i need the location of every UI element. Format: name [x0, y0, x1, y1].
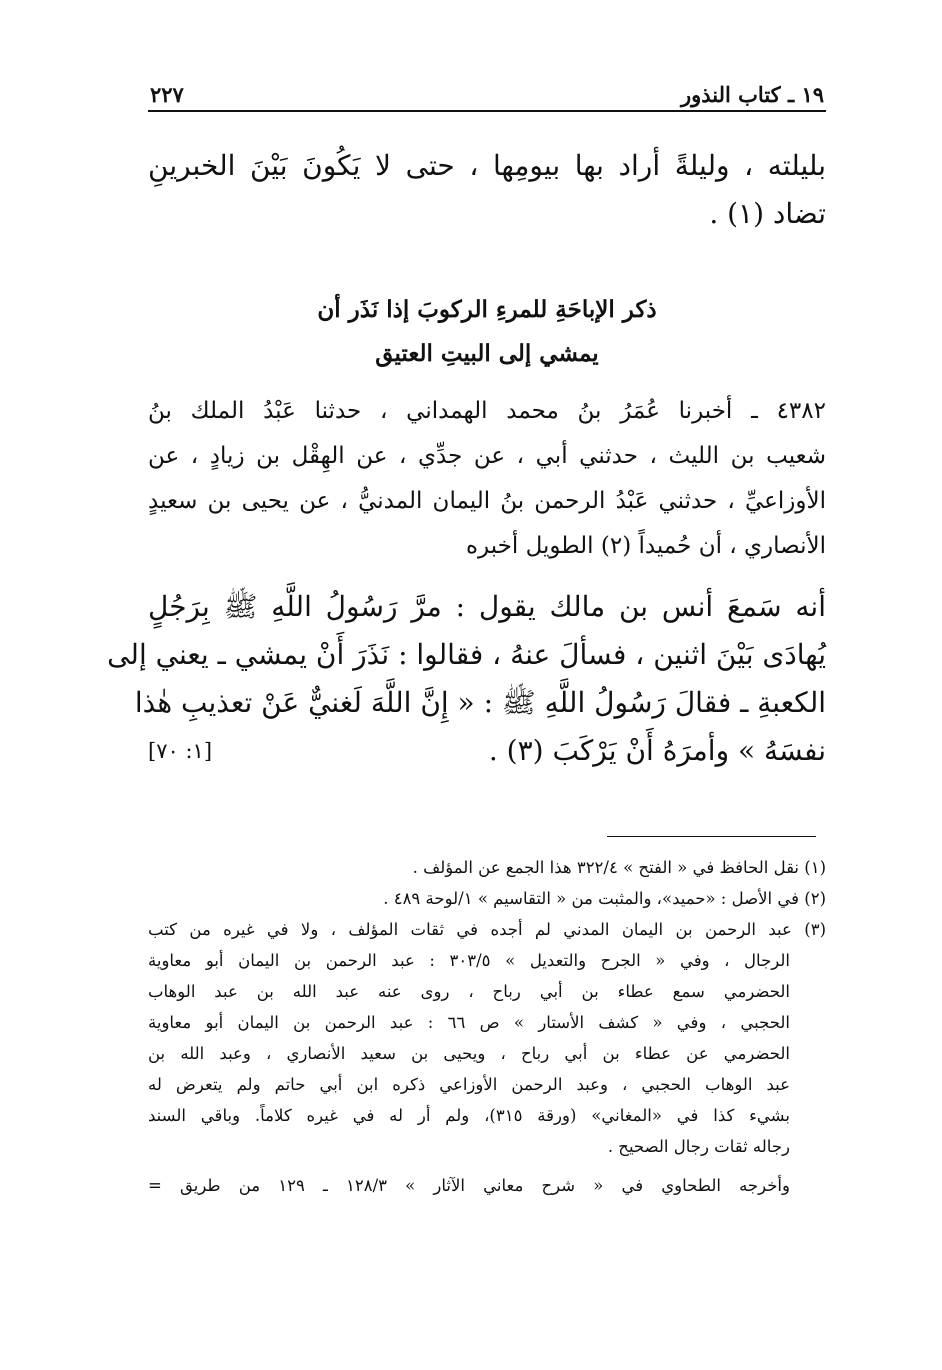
footnote-3-line: بشيء كذا في «المغاني» (ورقة ٣١٥)، ولم أر له في غيره كلاماً. وباقي السند: [148, 1106, 790, 1125]
footnote-3-line: (٣) عبد الرحمن بن اليمان المدني لم أجده في ثقات المؤلف ، ولا في غيره من كتب: [148, 920, 826, 939]
intro-line-1: بليلته ، وليلةً أراد بها بيومِها ، حتى لا يَكُونَ بَيْنَ الخبرينِ: [148, 149, 826, 182]
footnote-3-line: الرجال ، وفي « الجرح والتعديل » ٣٠٣/٥ : عبد الرحمن بن اليمان أبو معاوية: [148, 951, 790, 970]
running-header: [150, 82, 824, 112]
heading-line-1: ذكر الإباحَةِ للمرءِ الركوبَ إذا نَذَر أن: [317, 296, 657, 323]
footnote-1: (١) نقل الحافظ في « الفتح » ٣٢٢/٤ هذا الجمع عن المؤلف .: [412, 858, 826, 877]
isnad-line-1: ٤٣٨٢ ـ أخبرنا عُمَرُ بنُ محمد الهمداني ، حدثنا عَبْدُ الملك بنُ: [148, 398, 826, 424]
matn-paragraph: [107, 583, 826, 775]
section-heading: [148, 288, 826, 376]
footnote-separator: [607, 836, 816, 837]
matn-line-3: الكعبةِ ـ فقالَ رَسُولُ اللَّهِ ﷺ : « إِنَّ اللَّهَ لَغنيٌّ عَنْ تعذيبِ هٰذا: [134, 686, 826, 719]
footnote-3-line: الحضرمي عن عطاء بن أبي رباح ، ويحيى بن سعيد الأنصاري ، وعبد الله بن: [148, 1044, 790, 1063]
matn-line-4: نفسَهُ » وأمرَهُ أَنْ يَرْكَبَ (٣) .: [488, 734, 826, 767]
intro-paragraph: [148, 142, 826, 238]
heading-line-2: يمشي إلى البيتِ العتيق: [375, 340, 599, 367]
isnad-line-3: الأوزاعيِّ ، حدثني عَبْدُ الرحمن بنُ اليمان المدنيُّ ، عن يحيى بن سعيدٍ: [148, 488, 826, 514]
page-number: ٢٢٧: [150, 82, 184, 107]
footnote-3-line: رجاله ثقات رجال الصحيح .: [607, 1137, 790, 1156]
matn-line-2: يُهادَى بَيْنَ اثنين ، فسألَ عنهُ ، فقالوا : نَذَرَ أَنْ يمشي ـ يعني إلى: [107, 638, 826, 671]
header-rule: [148, 110, 826, 112]
footnote-3-line: الحضرمي سمع عطاء بن أبي رباح ، روى عنه عبد الله بن عبد الوهاب: [148, 982, 790, 1001]
intro-line-2: تضاد (١) .: [709, 197, 826, 230]
footnote-3-continuation: وأخرجه الطحاوي في « شرح معاني الآثار » ١٢٨/٣ ـ ١٢٩ من طريق =: [148, 1176, 790, 1195]
isnad-line-2: شعيب بن الليث ، حدثني أبي ، عن جدِّي ، عن الهِقْل بن زيادٍ ، عن: [148, 443, 826, 469]
hadith-reference: [١: ٧٠]: [148, 739, 213, 763]
chapter-title: ١٩ ـ كتاب النذور: [680, 82, 824, 107]
footnote-3-line: الحجبي ، وفي « كشف الأستار » ص ٦٦ : عبد الرحمن بن اليمان أبو معاوية: [148, 1013, 791, 1032]
isnad-line-4: الأنصاري ، أن حُميداً (٢) الطويل أخبره: [465, 533, 826, 559]
footnote-2: (٢) في الأصل : «حميد»، والمثبت من « التقاسيم » ١/لوحة ٤٨٩ .: [383, 889, 826, 908]
footnote-3-line: عبد الوهاب الحجبي ، وعبد الرحمن الأوزاعي ذكره ابن أبي حاتم ولم يتعرض له: [148, 1075, 790, 1094]
footnotes: [148, 852, 826, 1201]
isnad-paragraph: [148, 389, 826, 569]
matn-line-1: أنه سَمعَ أنس بن مالك يقول : مرَّ رَسُولُ اللَّهِ ﷺ بِرَجُلٍ: [148, 590, 826, 623]
